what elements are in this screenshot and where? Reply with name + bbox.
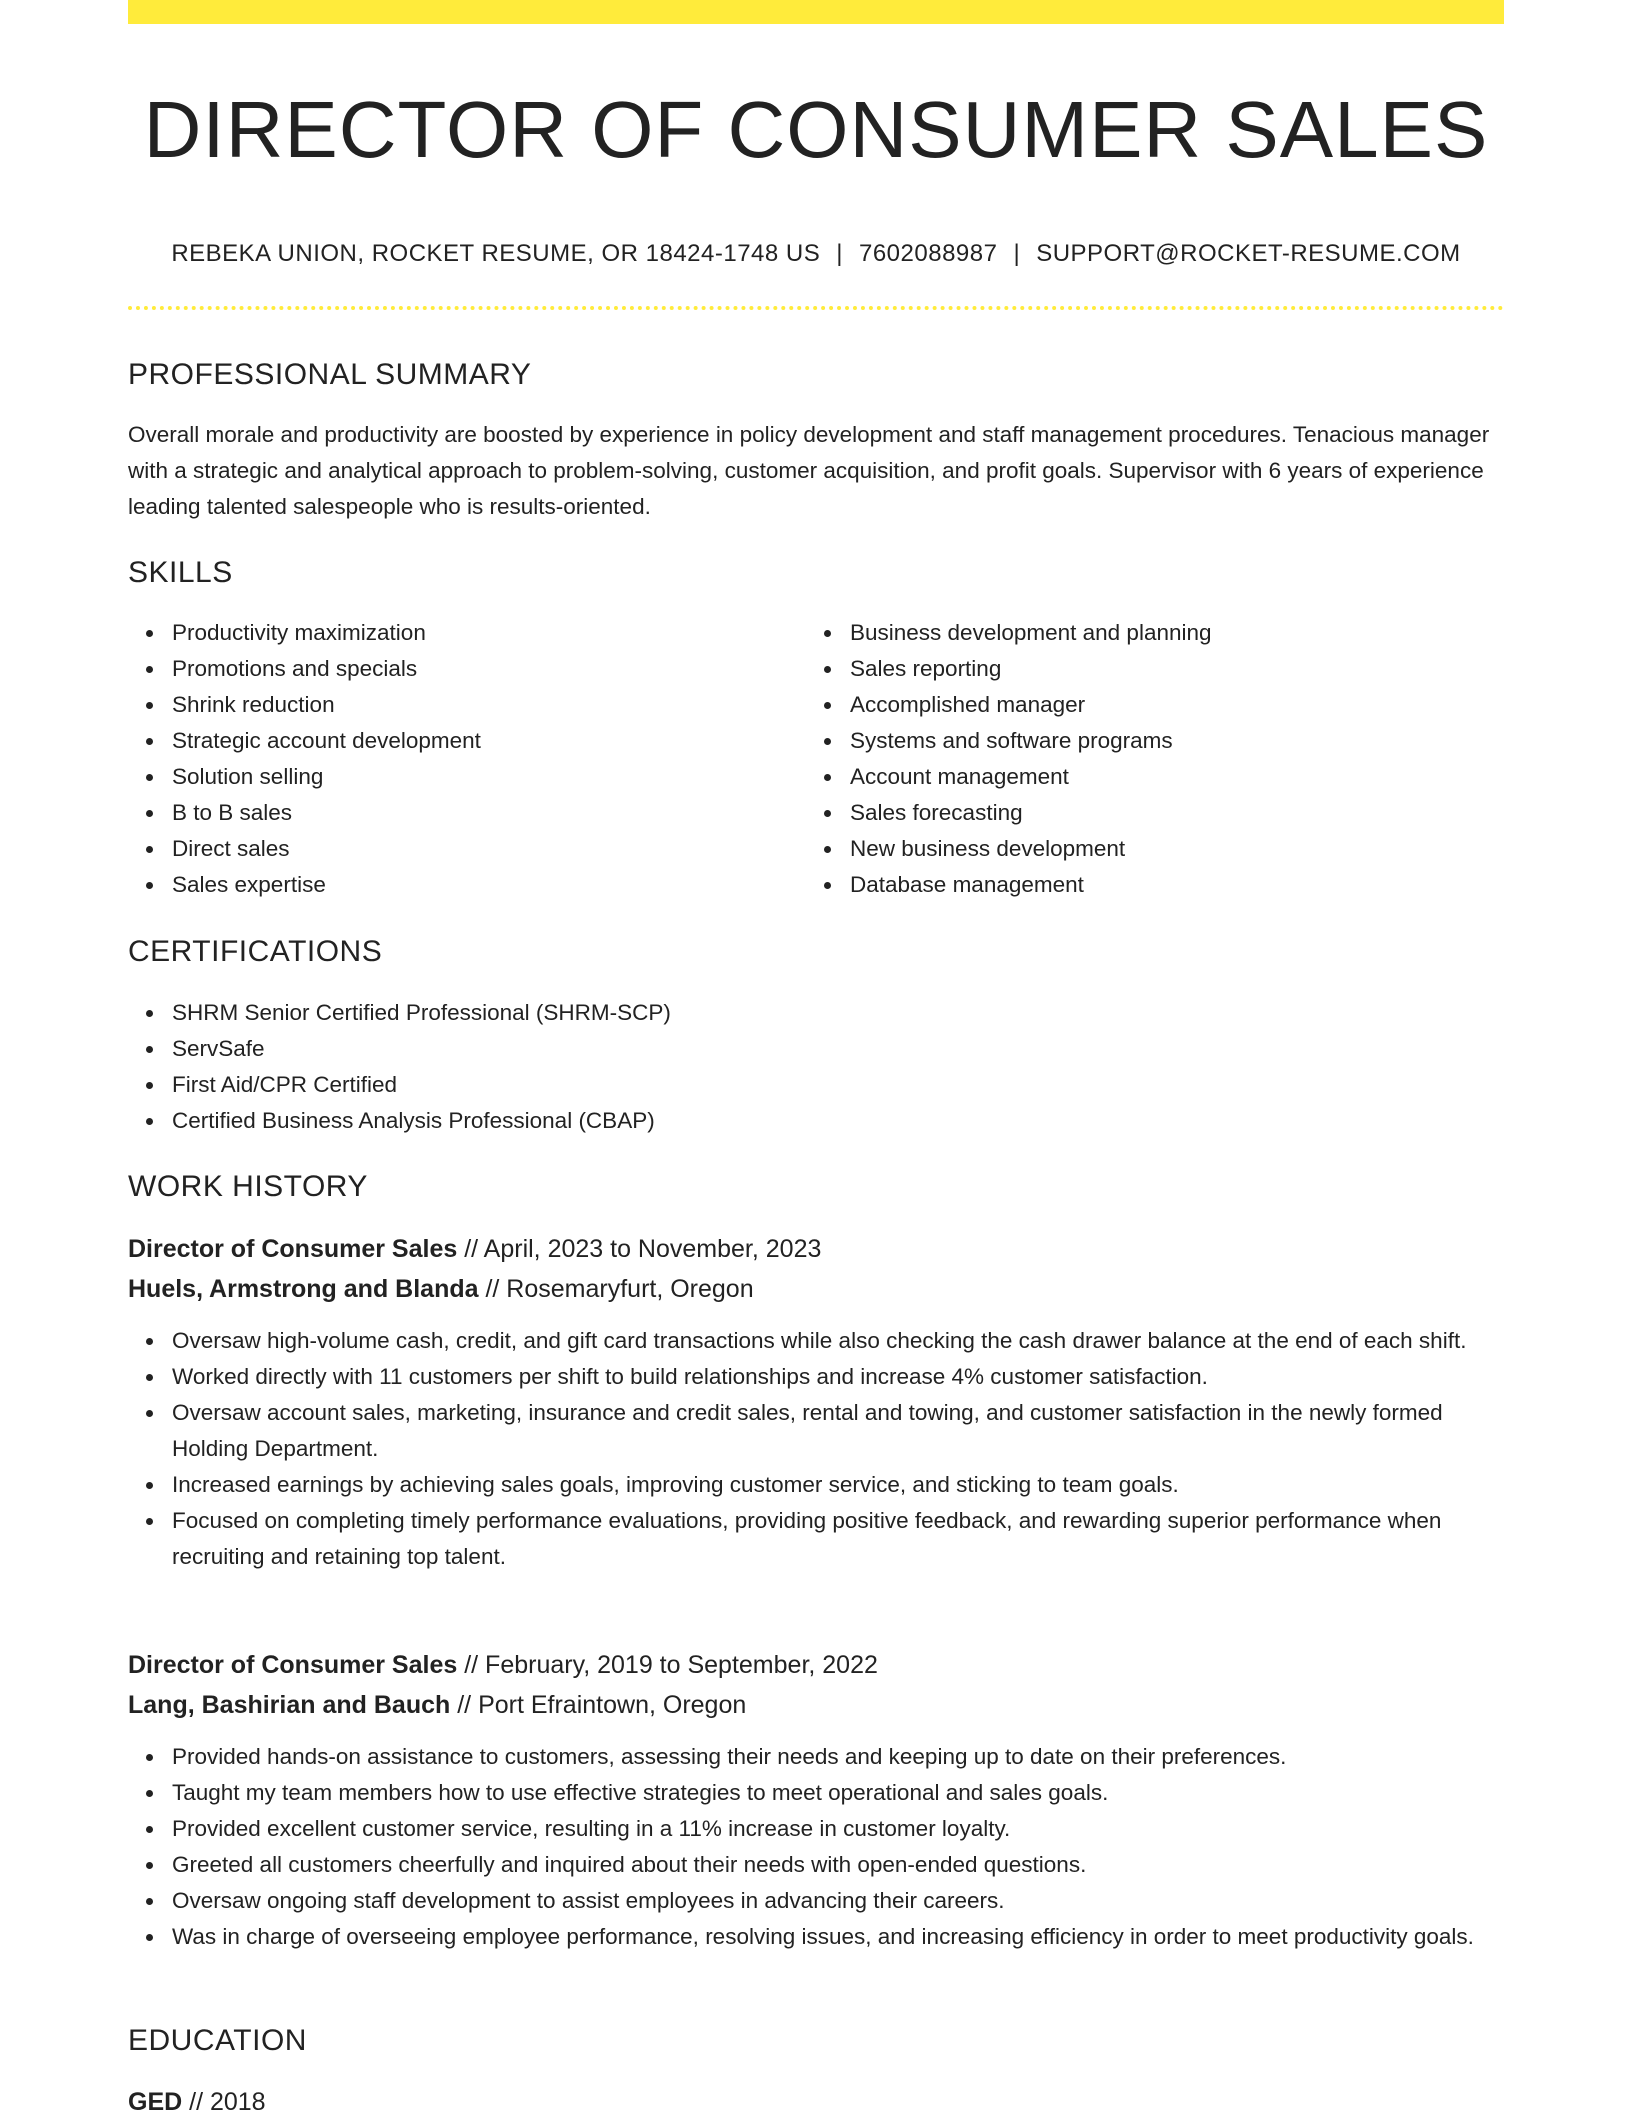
education-heading: EDUCATION bbox=[128, 2024, 307, 2057]
contact-phone: 7602088987 bbox=[858, 240, 998, 267]
skill-item: Direct sales bbox=[172, 831, 802, 867]
job-title: Director of Consumer Sales bbox=[128, 1651, 458, 1679]
skill-item: Business development and planning bbox=[850, 615, 1500, 651]
job-title-line bbox=[128, 1229, 821, 1269]
dotted-divider bbox=[128, 306, 1504, 310]
skills-heading: SKILLS bbox=[128, 556, 233, 589]
certification-item: ServSafe bbox=[172, 1031, 1502, 1067]
contact-separator: | bbox=[1013, 240, 1021, 267]
skill-item: Sales expertise bbox=[172, 867, 802, 903]
certification-item: SHRM Senior Certified Professional (SHRM-SCP) bbox=[172, 995, 1502, 1031]
job-bullet: Provided hands-on assistance to customers, assessing their needs and keeping up to date on their preferences. bbox=[172, 1739, 1502, 1775]
job-title-line bbox=[128, 1645, 878, 1685]
certification-item: First Aid/CPR Certified bbox=[172, 1067, 1502, 1103]
skill-item: Sales reporting bbox=[850, 651, 1500, 687]
skill-item: Systems and software programs bbox=[850, 723, 1500, 759]
job-company: Huels, Armstrong and Blanda bbox=[128, 1275, 479, 1303]
skill-item: Solution selling bbox=[172, 759, 802, 795]
summary-text: Overall morale and productivity are boosted by experience in policy development and staff management procedures. Tenacious manager with a strategic and analytical approach to problem-solving, customer acquisition, and profit goals. Supervisor with 6 years of experience leading talented salespeople who is results-oriented. bbox=[128, 422, 1490, 519]
skill-item: B to B sales bbox=[172, 795, 802, 831]
contact-email: SUPPORT@ROCKET-RESUME.COM bbox=[1036, 240, 1461, 267]
summary-heading: PROFESSIONAL SUMMARY bbox=[128, 358, 532, 391]
job-bullets bbox=[128, 1739, 1502, 1955]
job-bullet: Provided excellent customer service, resulting in a 11% increase in customer loyalty. bbox=[172, 1811, 1502, 1847]
job-bullet: Increased earnings by achieving sales goals, improving customer service, and sticking to team goals. bbox=[172, 1467, 1502, 1503]
job-company-line bbox=[128, 1269, 754, 1309]
job-dates: // February, 2019 to September, 2022 bbox=[457, 1651, 878, 1679]
job-location: // Port Efraintown, Oregon bbox=[450, 1691, 747, 1719]
skill-item: Shrink reduction bbox=[172, 687, 802, 723]
skills-list-right bbox=[806, 615, 1500, 903]
contact-address: REBEKA UNION, ROCKET RESUME, OR 18424-1748 US bbox=[171, 240, 821, 267]
job-bullets bbox=[128, 1323, 1502, 1575]
job-company: Lang, Bashirian and Bauch bbox=[128, 1691, 451, 1719]
job-location: // Rosemaryfurt, Oregon bbox=[478, 1275, 754, 1303]
skill-item: Productivity maximization bbox=[172, 615, 802, 651]
skill-item: Database management bbox=[850, 867, 1500, 903]
certifications-heading: CERTIFICATIONS bbox=[128, 935, 383, 968]
job-bullet: Focused on completing timely performance evaluations, providing positive feedback, and rewarding superior performance when recruiting and retaining top talent. bbox=[172, 1503, 1502, 1575]
job-company-line bbox=[128, 1685, 746, 1725]
job-bullet: Greeted all customers cheerfully and inquired about their needs with open-ended questions. bbox=[172, 1847, 1502, 1883]
job-bullet: Oversaw high-volume cash, credit, and gift card transactions while also checking the cash drawer balance at the end of each shift. bbox=[172, 1323, 1502, 1359]
page-title: DIRECTOR OF CONSUMER SALES bbox=[143, 85, 1489, 174]
certification-item: Certified Business Analysis Professional (CBAP) bbox=[172, 1103, 1502, 1139]
contact-separator: | bbox=[836, 240, 843, 267]
job-title: Director of Consumer Sales bbox=[128, 1235, 458, 1263]
job-bullet: Oversaw account sales, marketing, insurance and credit sales, rental and towing, and customer satisfaction in the newly formed Holding Department. bbox=[172, 1395, 1502, 1467]
skill-item: Promotions and specials bbox=[172, 651, 802, 687]
skill-item: Account management bbox=[850, 759, 1500, 795]
skill-item: Accomplished manager bbox=[850, 687, 1500, 723]
job-bullet: Was in charge of overseeing employee performance, resolving issues, and increasing efficiency in order to meet productivity goals. bbox=[172, 1919, 1502, 1955]
skills-list-left bbox=[128, 615, 802, 903]
education-year: // 2018 bbox=[182, 2088, 266, 2116]
job-bullet: Taught my team members how to use effective strategies to meet operational and sales goals. bbox=[172, 1775, 1502, 1811]
accent-bar bbox=[128, 0, 1504, 24]
skill-item: Sales forecasting bbox=[850, 795, 1500, 831]
job-dates: // April, 2023 to November, 2023 bbox=[457, 1235, 822, 1263]
skill-item: Strategic account development bbox=[172, 723, 802, 759]
education-degree: GED bbox=[128, 2088, 183, 2116]
certifications-list bbox=[128, 995, 1502, 1139]
education-line bbox=[128, 2082, 266, 2122]
skill-item: New business development bbox=[850, 831, 1500, 867]
contact-line bbox=[128, 236, 1504, 272]
job-bullet: Oversaw ongoing staff development to assist employees in advancing their careers. bbox=[172, 1883, 1502, 1919]
work-history-heading: WORK HISTORY bbox=[128, 1170, 368, 1203]
job-bullet: Worked directly with 11 customers per shift to build relationships and increase 4% customer satisfaction. bbox=[172, 1359, 1502, 1395]
